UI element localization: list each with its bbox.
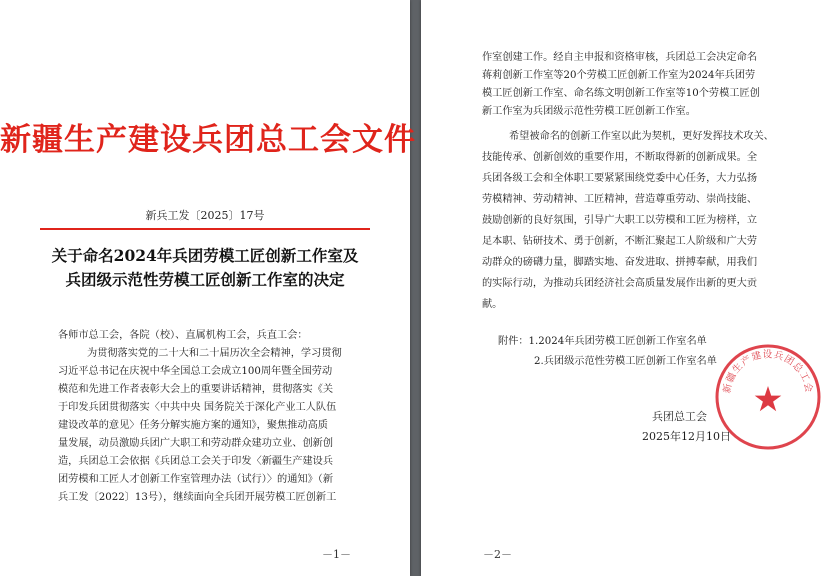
page-number: －1－ [322, 548, 351, 561]
salutation: 各师市总工会，各院（校）、直属机构工会，兵直工会： [58, 330, 308, 341]
body-line: 团劳模和工匠人才创新工作室管理办法（试行）〉的通知》（新 [58, 474, 334, 485]
attachment-line: 2.兵团级示范性劳模工匠创新工作室名单 [534, 356, 717, 367]
title-line: 兵团级示范性劳模工匠创新工作室的决定 [65, 270, 345, 289]
red-divider-line [40, 228, 370, 230]
body-line: 鼓励创新的良好氛围，引导广大职工以劳模和工匠为榜样，立 [482, 215, 758, 226]
body-line: 新工作室为兵团级示范性劳模工匠创新工作室。 [482, 106, 696, 117]
body-line: 技能传承、创新创效的重要作用，不断取得新的创新成果。全 [482, 152, 758, 163]
body-line: 造，兵团总工会依据《兵团总工会关于印发〈新疆生产建设兵 [58, 456, 334, 467]
body-line: 足本职、钻研技术、勇于创新，不断汇聚起工人阶级和广大劳 [482, 236, 758, 247]
seal-text: 新疆生产建设兵团总工会 [721, 349, 815, 395]
body-line: 于印发兵团贯彻落实〈中共中央 国务院关于深化产业工人队伍 [58, 402, 337, 413]
body-line: 兵团各级工会和全体职工要紧紧围绕党委中心任务，大力弘扬 [482, 173, 758, 184]
document-page-2 [421, 0, 831, 576]
body-line: 作室创建工作。经自主申报和资格审核，兵团总工会决定命名 [482, 52, 758, 63]
body-line: 习近平总书记在庆祝中华全国总工会成立100周年暨全国劳动 [58, 366, 333, 377]
document-title [30, 244, 380, 292]
body-line: 为贯彻落实党的二十大和二十届历次全会精神，学习贯彻 [87, 348, 342, 359]
body-line: 的实际行动，为推动兵团经济社会高质量发展作出新的更大贡 [482, 278, 758, 289]
document-number: 新兵工发〔2025〕17号 [145, 209, 265, 222]
document-header: 新疆生产建设兵团总工会文件 [0, 122, 416, 158]
body-line: 劳模精神、劳动精神、工匠精神，营造尊重劳动、崇尚技能、 [482, 194, 758, 205]
body-line: 模工匠创新工作室、命名练文明创新工作室等10个劳模工匠创 [482, 88, 760, 99]
body-line: 量发展，动员激励兵团广大职工和劳动群众建功立业、创新创 [58, 438, 334, 449]
body-line: 建设改革的意见〉任务分解实施方案的通知》，聚焦推动高质 [58, 420, 328, 431]
page-number: －2－ [483, 548, 512, 561]
signature-organization: 兵团总工会 [652, 410, 707, 423]
title-line: 关于命名2024年兵团劳模工匠创新工作室及 [51, 246, 359, 265]
body-line: 希望被命名的创新工作室以此为契机，更好发挥技术攻关、 [509, 131, 774, 142]
body-line: 兵工发〔2022〕13号），继续面向全兵团开展劳模工匠创新工 [58, 492, 337, 503]
body-line: 献。 [482, 299, 503, 310]
star-icon [755, 386, 782, 411]
attachment-line: 附件：1.2024年兵团劳模工匠创新工作室名单 [498, 336, 707, 347]
body-line: 模范和先进工作者表彰大会上的重要讲话精神，贯彻落实《关 [58, 384, 334, 395]
body-line: 动群众的磅礴力量，脚踏实地、奋发进取、拼搏奉献，用我们 [482, 257, 758, 268]
body-line: 蒋莉创新工作室等20个劳模工匠创新工作室为2024年兵团劳 [482, 70, 756, 81]
signature-date: 2025年12月10日 [642, 430, 731, 443]
